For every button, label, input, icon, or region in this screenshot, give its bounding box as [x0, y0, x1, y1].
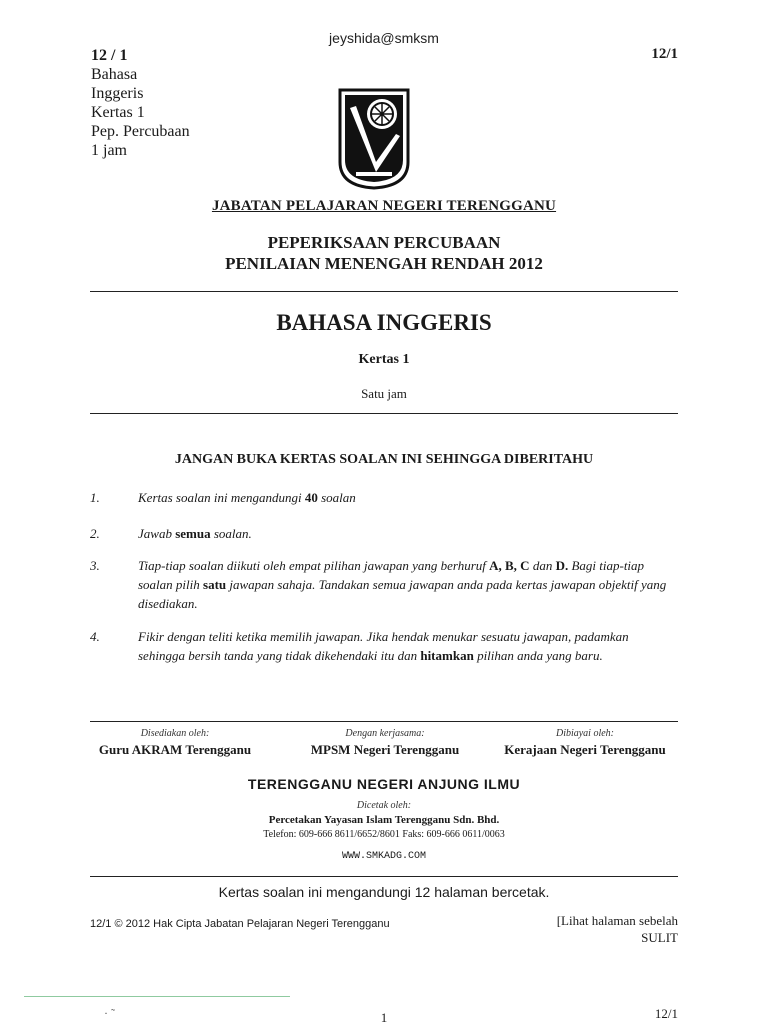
page-number: 1: [380, 1010, 388, 1025]
duration-label: Satu jam: [361, 386, 407, 401]
paper-label: Kertas 1: [358, 352, 410, 367]
credit-organisation: Guru AKRAM Terengganu: [98, 742, 252, 757]
printer-caption: Dicetak oleh:: [356, 800, 412, 811]
divider: [90, 876, 678, 877]
paper-number: Kertas 1: [91, 104, 145, 121]
scan-artifact-line: [24, 996, 290, 997]
instruction-item-4: [90, 627, 678, 669]
credit-in-collaboration: [290, 728, 480, 758]
page-count-note: Kertas soalan ini mengandungi 12 halaman bercetak.: [218, 884, 550, 900]
exam-title-line2: PENILAIAN MENENGAH RENDAH 2012: [225, 254, 543, 273]
watermark-text: jeyshida@smksm: [329, 30, 439, 46]
instruction-item-1: [90, 488, 678, 508]
paper-exam-type: Pep. Percubaan: [91, 123, 190, 140]
department-crest-logo: [336, 84, 412, 192]
website-text: WWW.SMKADG.COM: [341, 851, 426, 862]
paper-duration: 1 jam: [91, 142, 127, 159]
instruction-text: Jawab semua soalan.: [138, 526, 252, 541]
do-not-open-warning: JANGAN BUKA KERTAS SOALAN INI SEHINGGA DIBERITAHU: [174, 452, 594, 467]
instruction-text: Fikir dengan teliti ketika memilih jawapan. Jika hendak menukar sesuatu jawapan, padamkan sehingga bersih tanda yang tidak dikehendaki itu dan hitamkan pilihan anda yang baru.: [138, 629, 629, 663]
divider: [90, 413, 678, 414]
department-name: JABATAN PELAJARAN NEGERI TERENGGANU: [211, 198, 557, 214]
instruction-number: 2.: [90, 526, 100, 541]
credit-prepared-by: [90, 728, 260, 758]
instruction-number: 4.: [90, 629, 100, 644]
instruction-text: Tiap-tiap soalan diikuti oleh empat pilihan jawapan yang berhuruf A, B, C dan D. Bagi tiap-tiap soalan pilih satu jawapan sahaja. Tandakan semua jawapan anda pada kertas jawapan objektif yang disediakan.: [138, 558, 667, 611]
instruction-number: 3.: [90, 558, 100, 573]
credit-organisation: Kerajaan Negeri Terengganu: [504, 742, 666, 757]
paper-code: 12 / 1: [91, 47, 128, 64]
divider: [90, 721, 678, 722]
credit-caption: Dengan kerjasama:: [345, 728, 425, 739]
footer-paper-code: 12/1: [654, 1006, 678, 1021]
classification-label: SULIT: [641, 930, 678, 945]
scan-artifact-mark: · ˜: [104, 1006, 115, 1020]
exam-title-line1: PEPERIKSAAN PERCUBAAN: [267, 233, 501, 252]
credit-funded-by: [490, 728, 680, 758]
instruction-text: Kertas soalan ini mengandungi 40 soalan: [138, 490, 356, 505]
credits-row: [90, 728, 680, 768]
copyright-notice: 12/1 © 2012 Hak Cipta Jabatan Pelajaran Negeri Terengganu: [90, 918, 390, 930]
instruction-number: 1.: [90, 490, 100, 505]
turn-over-text: [Lihat halaman sebelah: [556, 913, 678, 928]
credit-organisation: MPSM Negeri Terengganu: [310, 742, 460, 757]
paper-subject-line1: Bahasa: [91, 66, 138, 83]
instruction-item-3: [90, 556, 678, 616]
turn-over-note: [557, 912, 678, 946]
paper-info-block: [91, 46, 190, 160]
divider: [90, 291, 678, 292]
instruction-item-2: [90, 524, 678, 544]
credit-caption: Disediakan oleh:: [140, 728, 210, 739]
paper-subject-line2: Inggeris: [91, 85, 144, 102]
printer-contact: Telefon: 609-666 8611/6652/8601 Faks: 609-666 0611/0063: [263, 829, 505, 840]
state-motto: TERENGGANU NEGERI ANJUNG ILMU: [247, 776, 521, 792]
subject-title: BAHASA INGGERIS: [276, 310, 492, 335]
credit-caption: Dibiayai oleh:: [555, 728, 615, 739]
printer-name: Percetakan Yayasan Islam Terengganu Sdn. Bhd.: [268, 814, 500, 826]
header-paper-code: 12/1: [651, 46, 678, 62]
